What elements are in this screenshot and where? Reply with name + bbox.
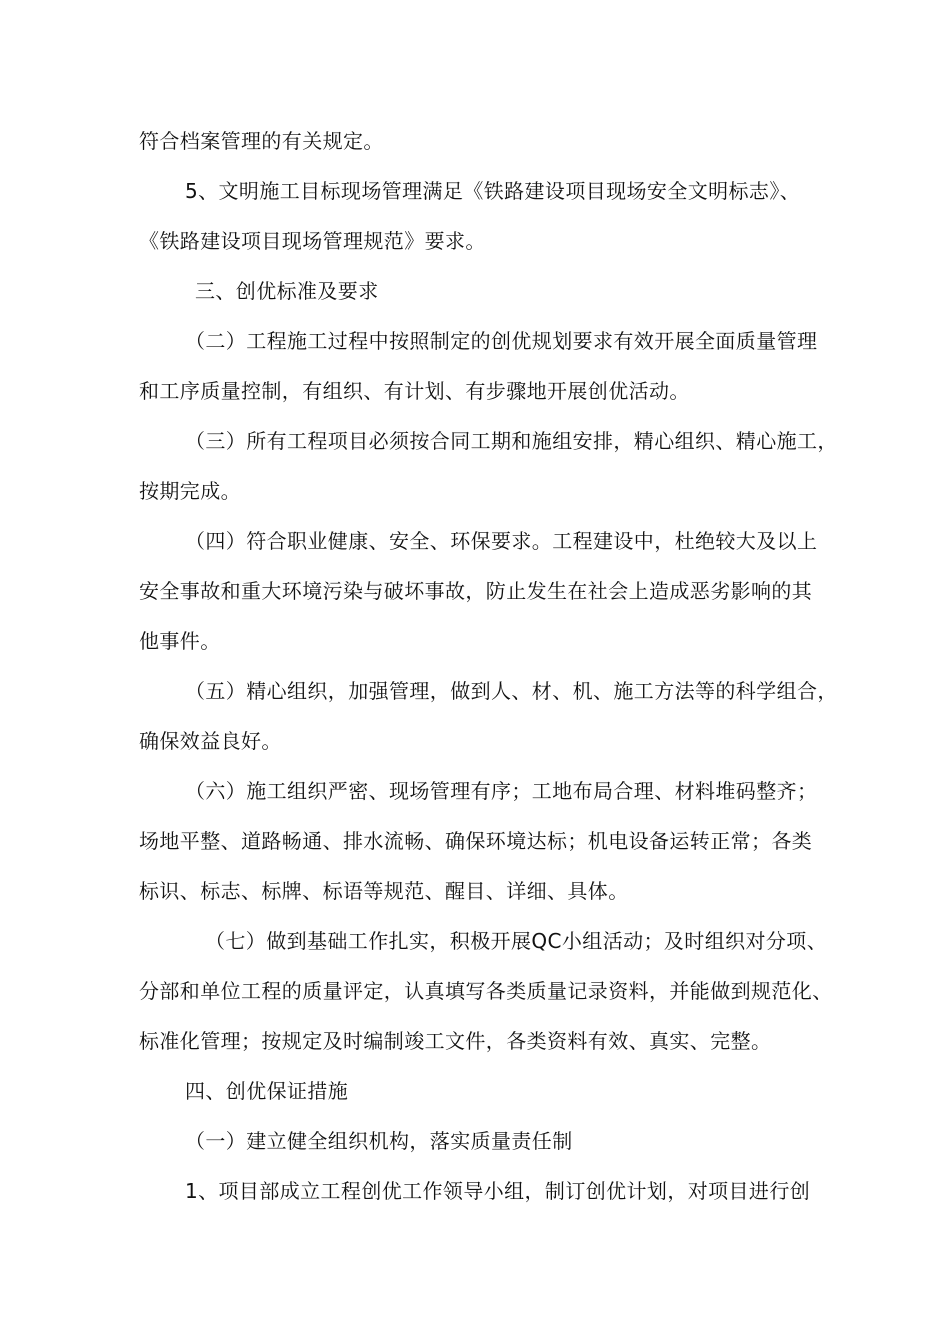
paragraph-line: 他事件。 bbox=[139, 629, 221, 653]
section-heading: 四、创优保证措施 bbox=[185, 1079, 349, 1103]
paragraph-line: （五）精心组织，加强管理，做到人、材、机、施工方法等的科学组合， bbox=[185, 679, 838, 703]
paragraph-line: 按期完成。 bbox=[139, 479, 241, 503]
paragraph-line: （二）工程施工过程中按照制定的创优规划要求有效开展全面质量管理 bbox=[185, 329, 818, 353]
paragraph-line: 标准化管理；按规定及时编制竣工文件，各类资料有效、真实、完整。 bbox=[139, 1029, 772, 1053]
paragraph-line: 确保效益良好。 bbox=[139, 729, 282, 753]
paragraph-line: （七）做到基础工作扎实，积极开展QC小组活动；及时组织对分项、 bbox=[205, 929, 828, 953]
paragraph-line: 安全事故和重大环境污染与破坏事故，防止发生在社会上造成恶劣影响的其 bbox=[139, 579, 813, 603]
paragraph-line: 1、项目部成立工程创优工作领导小组，制订创优计划，对项目进行创 bbox=[185, 1179, 811, 1203]
section-heading: 三、创优标准及要求 bbox=[195, 279, 379, 303]
paragraph-line: （四）符合职业健康、安全、环保要求。工程建设中，杜绝较大及以上 bbox=[185, 529, 818, 553]
paragraph-line: （三）所有工程项目必须按合同工期和施组安排，精心组织、精心施工， bbox=[185, 429, 838, 453]
paragraph-line: 场地平整、道路畅通、排水流畅、确保环境达标；机电设备运转正常；各类 bbox=[139, 829, 813, 853]
paragraph-line: 5、文明施工目标现场管理满足《铁路建设项目现场安全文明标志》、 bbox=[185, 179, 801, 203]
paragraph-line: （六）施工组织严密、现场管理有序；工地布局合理、材料堆码整齐； bbox=[185, 779, 818, 803]
paragraph-line: 《铁路建设项目现场管理规范》要求。 bbox=[139, 229, 486, 253]
subsection-heading: （一）建立健全组织机构，落实质量责任制 bbox=[185, 1129, 573, 1153]
paragraph-line: 分部和单位工程的质量评定，认真填写各类质量记录资料，并能做到规范化、 bbox=[139, 979, 833, 1003]
paragraph-line: 和工序质量控制，有组织、有计划、有步骤地开展创优活动。 bbox=[139, 379, 690, 403]
paragraph-line: 符合档案管理的有关规定。 bbox=[139, 129, 384, 153]
paragraph-line: 标识、标志、标牌、标语等规范、醒目、详细、具体。 bbox=[139, 879, 629, 903]
